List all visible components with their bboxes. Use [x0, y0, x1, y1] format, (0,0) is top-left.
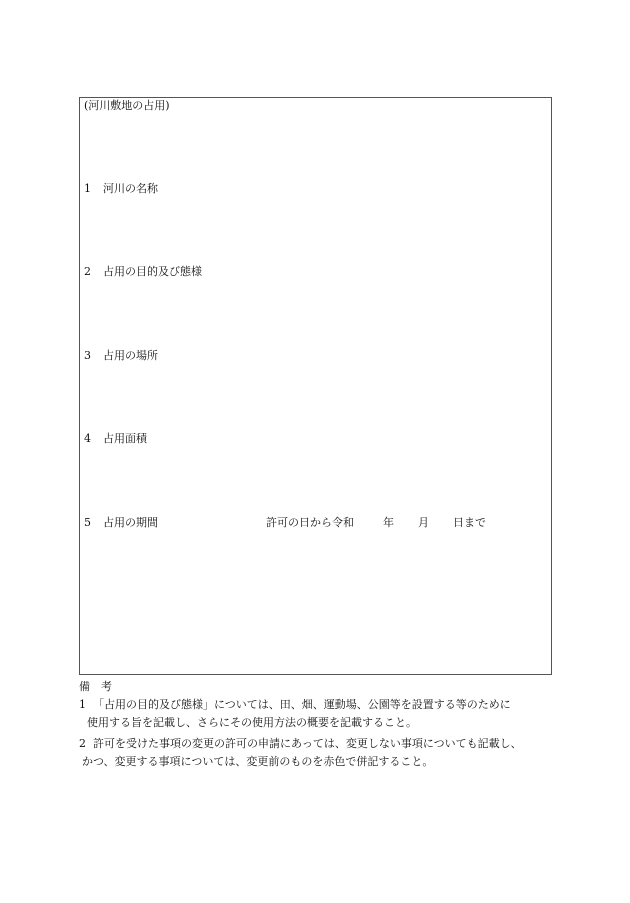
item-label-location: 占用の場所	[103, 349, 158, 362]
item-label-purpose: 占用の目的及び態様	[103, 265, 202, 278]
period-prefix: 許可の日から令和	[266, 516, 354, 529]
form-heading: (河川敷地の占用)	[84, 99, 170, 112]
note-2-line-1: 許可を受けた事項の変更の許可の申請にあっては、変更しない事項についても記載し、	[93, 737, 522, 750]
period-day-label: 日まで	[453, 516, 486, 529]
note-1-line-1: 「占用の目的及び態様」については、田、畑、運動場、公園等を設置する等のために	[93, 698, 511, 711]
item-number-1: 1	[84, 182, 91, 195]
period-year-label: 年	[383, 516, 394, 529]
item-label-area: 占用面積	[103, 432, 147, 445]
item-number-5: 5	[84, 516, 91, 529]
item-number-2: 2	[84, 265, 91, 278]
item-label-period: 占用の期間	[103, 516, 158, 529]
period-month-label: 月	[418, 516, 429, 529]
note-2-line-2: かつ、変更する事項については、変更前のものを赤色で併記すること。	[82, 755, 434, 768]
item-number-4: 4	[84, 432, 91, 445]
remarks-title: 備 考	[79, 680, 112, 693]
note-number-2: 2	[79, 737, 86, 750]
note-1-line-2: 使用する旨を記載し、さらにその使用方法の概要を記載すること。	[87, 716, 417, 729]
note-number-1: 1	[79, 698, 86, 711]
item-label-river-name: 河川の名称	[103, 182, 158, 195]
item-number-3: 3	[84, 349, 91, 362]
